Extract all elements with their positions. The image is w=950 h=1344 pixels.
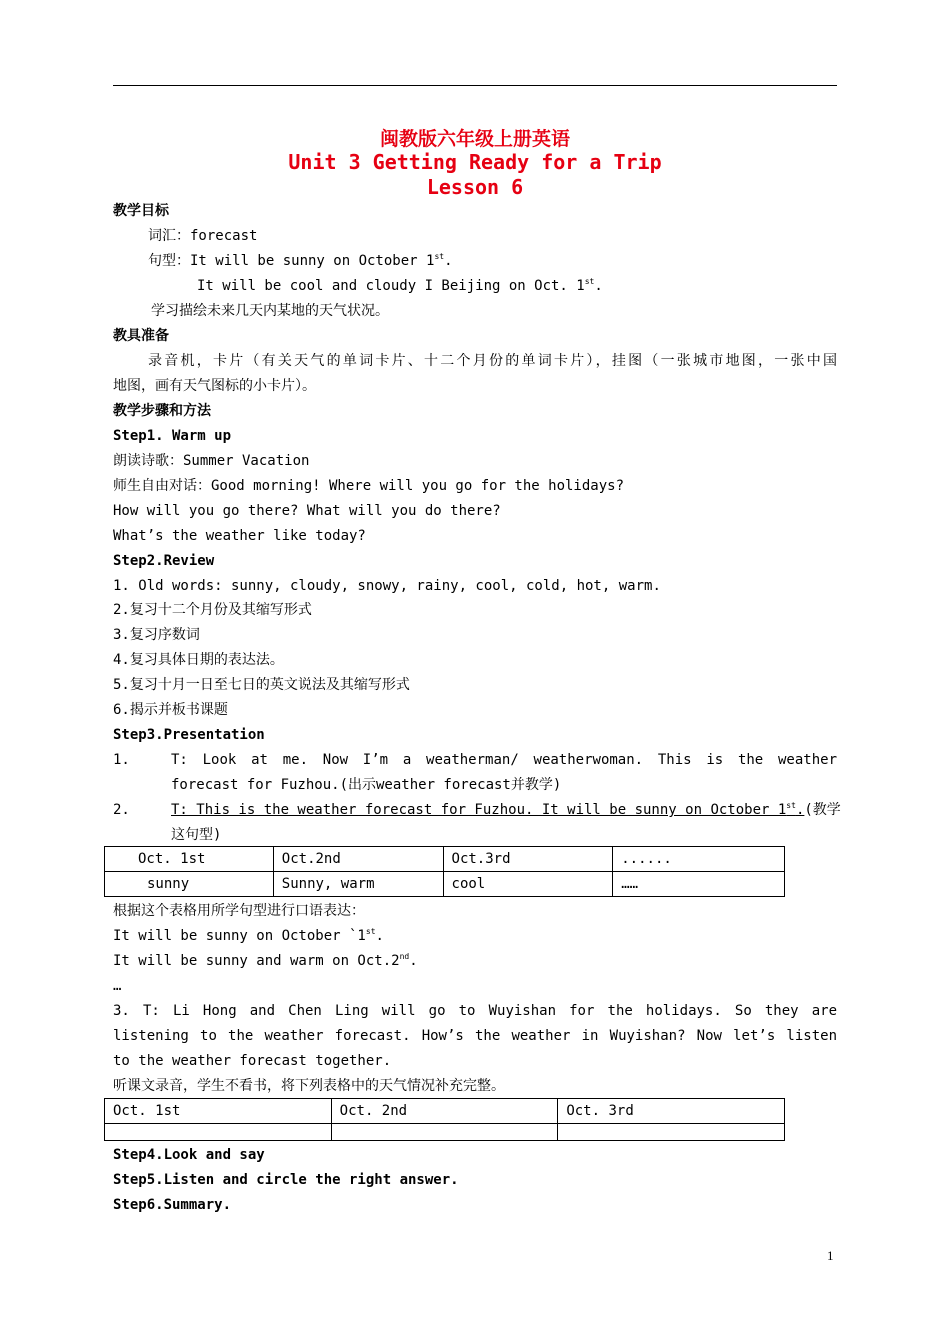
page-number: 1	[827, 1248, 834, 1263]
table-cell: Oct. 1st	[105, 1099, 332, 1124]
table-cell	[105, 1124, 332, 1141]
materials-line-2: 地图，画有天气图标的小卡片）。	[113, 378, 316, 394]
title-lesson: Lesson 6	[426, 175, 524, 199]
title-unit: Unit 3 Getting Ready for a Trip	[288, 150, 662, 174]
table-cell	[331, 1124, 558, 1141]
step1-line-3: How will you go there? What will you do there?	[113, 503, 501, 519]
table-cell: ……	[613, 872, 785, 897]
step2-line-3: 3.复习序数词	[113, 627, 200, 643]
table-cell: Oct.3rd	[443, 847, 613, 872]
table-row	[105, 1124, 785, 1141]
step2-heading: Step2.Review	[113, 553, 215, 569]
step3-heading: Step3.Presentation	[113, 727, 265, 743]
step1-line-4: What’s the weather like today?	[113, 528, 366, 544]
table-cell: Oct.2nd	[273, 847, 443, 872]
step3-item1-number: 1.	[113, 752, 130, 768]
step3-item1-line-1: T: Look at me. Now I’m a weatherman/ weatherwoman. This is the weather	[171, 752, 837, 768]
weather-table-2	[104, 1098, 785, 1141]
step6-heading: Step6.Summary.	[113, 1197, 232, 1213]
step5-heading: Step5.Listen and circle the right answer.	[113, 1172, 459, 1188]
goals-description: 学习描绘未来几天内某地的天气状况。	[151, 303, 389, 319]
table-cell: Oct. 3rd	[558, 1099, 785, 1124]
step2-line-6: 6.揭示并板书课题	[113, 702, 228, 718]
table-cell: ......	[613, 847, 785, 872]
step1-line-2: 师生自由对话：Good morning! Where will you go for the holidays?	[113, 478, 625, 494]
step3-item3-line-1: 3. T: Li Hong and Chen Ling will go to Wuyishan for the holidays. So they are	[113, 1003, 837, 1019]
step2-line-5: 5.复习十月一日至七日的英文说法及其缩写形式	[113, 677, 410, 693]
table-cell: cool	[443, 872, 613, 897]
title-chinese: 闽教版六年级上册英语	[379, 128, 570, 150]
goals-pattern-2: It will be cool and cloudy I Beijing on Oct. 1st.	[197, 277, 603, 294]
step2-line-1: 1. Old words: sunny, cloudy, snowy, rainy, cool, cold, hot, warm.	[113, 578, 661, 594]
step4-heading: Step4.Look and say	[113, 1147, 265, 1163]
table-cell: sunny	[105, 872, 274, 897]
listen-instruction: 听课文录音，学生不看书，将下列表格中的天气情况补充完整。	[113, 1078, 505, 1094]
table-cell	[558, 1124, 785, 1141]
table-row	[105, 847, 785, 872]
step3-item2-line-2: 这句型)	[171, 827, 222, 843]
step3-item1-line-2: forecast for Fuzhou.(出示weather forecast并教学)	[171, 777, 562, 793]
step3-item3-line-3: to the weather forecast together.	[113, 1053, 392, 1069]
step3-item2-line-1: T: This is the weather forecast for Fuzhou. It will be sunny on October 1st.(教学	[171, 801, 841, 818]
step1-heading: Step1. Warm up	[113, 428, 232, 444]
goals-vocab: 词汇：forecast	[148, 228, 258, 244]
step2-line-4: 4.复习具体日期的表达法。	[113, 652, 284, 668]
step3-item2-number: 2.	[113, 802, 130, 818]
goals-pattern-1: 句型：It will be sunny on October 1st.	[148, 252, 453, 269]
step2-line-2: 2.复习十二个月份及其缩写形式	[113, 602, 312, 618]
weather-table-1	[104, 846, 785, 897]
table-row	[105, 1099, 785, 1124]
after-table-text: 根据这个表格用所学句型进行口语表达：	[113, 903, 365, 919]
materials-line-1: 录音机，卡片（有关天气的单词卡片、十二个月份的单词卡片），挂图（一张城市地图，一张中国	[148, 353, 837, 369]
table-cell: Oct. 1st	[105, 847, 274, 872]
materials-heading: 教具准备	[113, 328, 169, 344]
step1-line-1: 朗读诗歌：Summer Vacation	[113, 453, 310, 469]
header-rule	[113, 85, 837, 86]
example-sentence-1: It will be sunny on October `1st.	[113, 927, 384, 944]
goals-heading: 教学目标	[113, 203, 169, 219]
step3-item3-line-2: listening to the weather forecast. How’s the weather in Wuyishan? Now let’s listen	[113, 1028, 837, 1044]
ellipsis: …	[113, 978, 122, 994]
steps-heading: 教学步骤和方法	[113, 403, 211, 419]
example-sentence-2: It will be sunny and warm on Oct.2nd.	[113, 952, 418, 969]
table-row	[105, 872, 785, 897]
table-cell: Oct. 2nd	[331, 1099, 558, 1124]
table-cell: Sunny, warm	[273, 872, 443, 897]
